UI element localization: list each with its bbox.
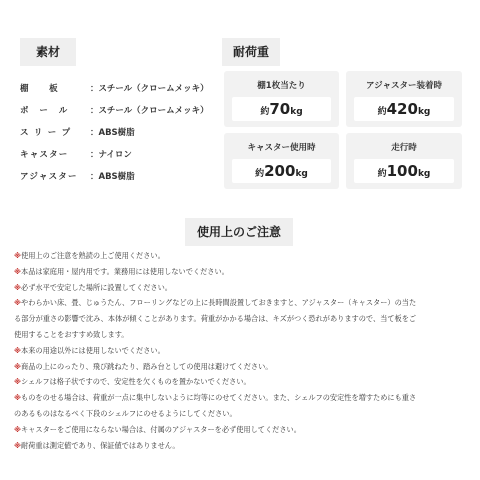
load-number: 420 xyxy=(386,100,418,118)
caution-mark: ※ xyxy=(14,393,21,403)
load-number: 100 xyxy=(386,162,418,180)
caution-text: やわらかい床、畳、じゅうたん、フローリングなどの上に長時間設置しておきますと、アジャスター（キャスター）の当た xyxy=(21,298,417,308)
material-key: ポ ー ル xyxy=(20,106,69,116)
load-prefix: 約 xyxy=(377,107,387,117)
caution-heading: 使用上のご注意 xyxy=(185,218,293,246)
caution-mark: ※ xyxy=(14,298,21,308)
caution-line xyxy=(14,390,474,406)
load-box-value xyxy=(354,159,454,183)
load-box-title: アジャスター装着時 xyxy=(366,81,442,91)
caution-text: キャスターをご使用にならない場合は、付属のアジャスターを必ず使用してください。 xyxy=(21,424,301,434)
load-box-value xyxy=(232,97,331,121)
caution-mark: ※ xyxy=(14,424,21,434)
load-heading: 耐荷重 xyxy=(222,38,280,66)
caution-line xyxy=(14,343,474,359)
load-box-caster xyxy=(224,133,339,189)
load-unit: kg xyxy=(417,107,431,117)
material-row xyxy=(20,144,220,166)
material-key: アジャスター xyxy=(20,172,78,182)
caution-line xyxy=(14,311,474,327)
caution-line xyxy=(14,406,474,422)
caution-text: 必ず水平で安定した場所に設置してください。 xyxy=(21,282,172,292)
caution-mark: ※ xyxy=(14,345,21,355)
caution-list xyxy=(14,248,474,453)
caution-line xyxy=(14,248,474,264)
caution-mark: ※ xyxy=(14,440,21,450)
caution-text: る部分が重さの影響で沈み、本体が傾くことがあります。荷重がかかる場合は、キズがつく恐れがありますので、当て板をご xyxy=(14,314,417,324)
material-value: ：スチール（クロームメッキ） xyxy=(90,84,209,94)
load-unit: kg xyxy=(417,169,431,179)
load-number: 200 xyxy=(264,162,296,180)
load-number: 70 xyxy=(269,100,291,118)
caution-text: ものをのせる場合は、荷重が一点に集中しないように均等にのせてください。また、シェルフの安定性を増すためにも重さ xyxy=(21,393,417,403)
caution-text: 商品の上にのったり、飛び跳ねたり、踏み台としての使用は避けてください。 xyxy=(21,361,273,371)
caution-text: 本品は家庭用・屋内用です。業務用には使用しないでください。 xyxy=(21,266,229,276)
load-prefix: 約 xyxy=(377,169,387,179)
material-row xyxy=(20,166,220,188)
caution-mark: ※ xyxy=(14,251,21,260)
material-row xyxy=(20,100,220,122)
material-list xyxy=(20,78,220,188)
material-key: キャスター xyxy=(20,150,69,160)
load-unit: kg xyxy=(295,169,308,179)
load-prefix: 約 xyxy=(260,107,270,117)
caution-text: 耐荷重は測定値であり、保証値ではありません。 xyxy=(21,440,180,450)
caution-line xyxy=(14,295,474,311)
load-box-moving xyxy=(346,133,462,189)
caution-line xyxy=(14,359,474,375)
load-box-title: 走行時 xyxy=(391,143,417,153)
material-key: ス リ ー プ xyxy=(20,128,72,138)
caution-mark: ※ xyxy=(14,361,21,371)
caution-mark: ※ xyxy=(14,266,21,276)
caution-line xyxy=(14,280,474,296)
caution-line xyxy=(14,264,474,280)
load-unit: kg xyxy=(290,107,303,117)
material-value: ：ABS樹脂 xyxy=(90,128,135,138)
caution-text: 本来の用途以外には使用しないでください。 xyxy=(21,345,165,355)
caution-text: シェルフは格子状ですので、安定性を欠くものを置かないでください。 xyxy=(21,377,251,387)
caution-line xyxy=(14,422,474,438)
material-value: ：ナイロン xyxy=(90,150,132,160)
material-value: ：ABS樹脂 xyxy=(90,172,135,182)
caution-text: のあるものはなるべく下段のシェルフにのせるようにしてください。 xyxy=(14,408,237,418)
caution-line xyxy=(14,374,474,390)
material-key: 棚 板 xyxy=(20,84,59,94)
load-box-per-shelf xyxy=(224,71,339,127)
caution-line xyxy=(14,327,474,343)
material-row xyxy=(20,78,220,100)
load-box-adjuster xyxy=(346,71,462,127)
material-heading: 素材 xyxy=(20,38,76,66)
caution-line xyxy=(14,438,474,454)
material-row xyxy=(20,122,220,144)
load-prefix: 約 xyxy=(255,169,265,179)
caution-text: 使用することをおすすめ致します。 xyxy=(14,329,129,339)
load-box-value xyxy=(354,97,454,121)
load-box-value xyxy=(232,159,331,183)
material-value: ：スチール（クロームメッキ） xyxy=(90,106,209,116)
caution-mark: ※ xyxy=(14,377,21,387)
load-box-title: キャスター使用時 xyxy=(247,143,316,153)
load-box-title: 棚1枚当たり xyxy=(257,81,306,91)
caution-mark: ※ xyxy=(14,282,21,292)
caution-text: 使用上のご注意を熟読の上ご使用ください。 xyxy=(21,251,165,260)
